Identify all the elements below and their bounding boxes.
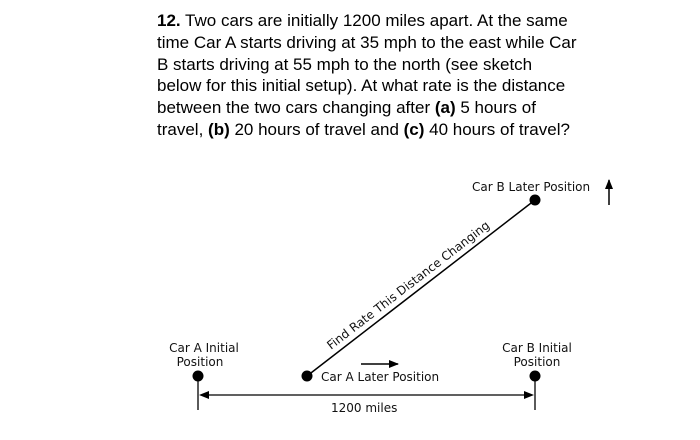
problem-text-2: 5 hours of travel, xyxy=(157,98,536,139)
car-b-later-position-label: Car B Later Position xyxy=(472,180,591,194)
problem-text-1: Two cars are initially 1200 miles apart. At the same time Car A starts driving at 35 mph to the east while Car B starts driving at 55 mph to the north (see sketch below for this initial setup). At what rate is the distance between the two cars changing after xyxy=(157,11,577,118)
car-b-initial-label-line2: Position xyxy=(513,355,561,369)
dimension-right-arrow-icon xyxy=(524,391,534,399)
initial-distance-label: 1200 miles xyxy=(331,401,398,415)
problem-number: 12. xyxy=(157,11,181,30)
dimension-left-arrow-icon xyxy=(199,391,209,399)
car-b-later-dot xyxy=(530,195,541,206)
car-b-initial-dot xyxy=(530,371,541,382)
car-a-initial-label-line1: Car A Initial xyxy=(169,341,239,355)
problem-text-4: 40 hours of travel? xyxy=(424,119,570,139)
part-b-label: (b) xyxy=(208,119,230,139)
car-a-later-dot xyxy=(302,371,313,382)
car-b-initial-label-line1: Car B Initial xyxy=(502,341,572,355)
part-a-label: (a) xyxy=(434,98,456,118)
distance-line xyxy=(307,200,535,376)
car-a-initial-label-line2: Position xyxy=(176,355,224,369)
car-a-initial-dot xyxy=(193,371,204,382)
problem-text-3: 20 hours of travel and xyxy=(229,119,404,139)
car-a-later-position-label: Car A Later Position xyxy=(321,370,440,384)
part-c-label: (c) xyxy=(403,119,425,139)
distance-line-label: Find Rate This Distance Changing xyxy=(324,218,493,353)
